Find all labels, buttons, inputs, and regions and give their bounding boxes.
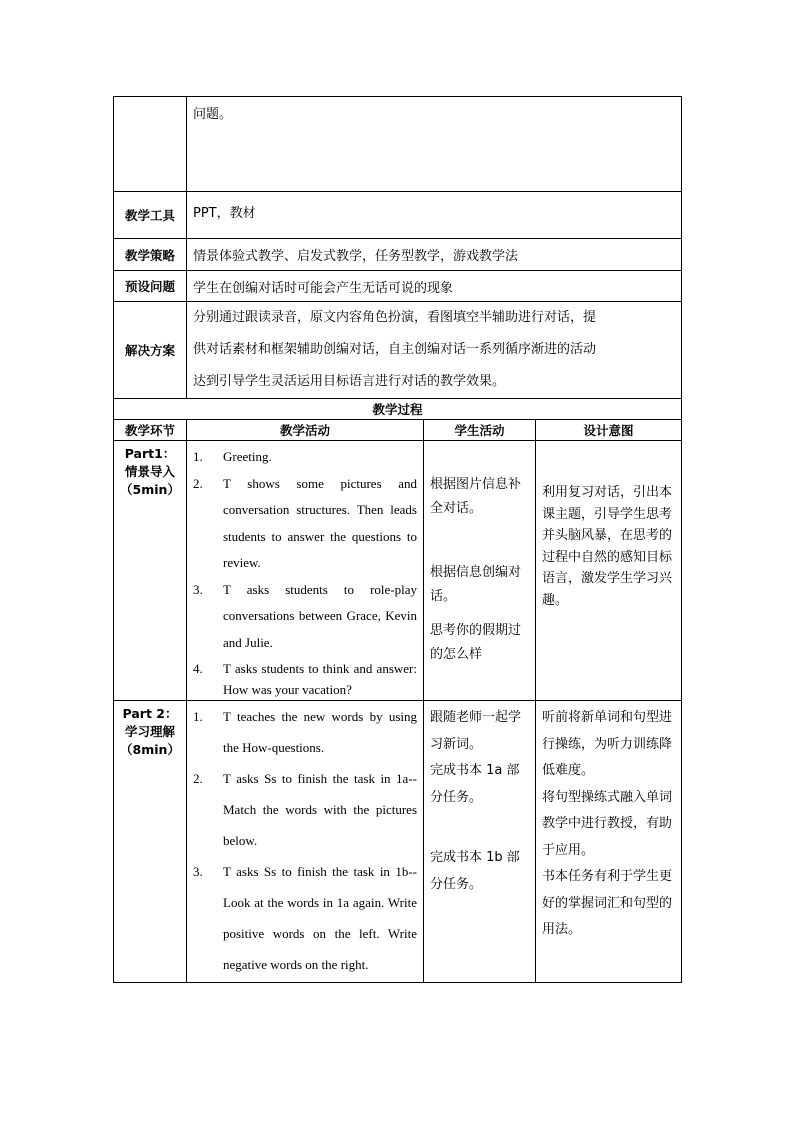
part2-label [114,701,187,983]
solution-row [114,302,682,399]
strategy-row [114,239,682,271]
part2-row [114,701,682,983]
part1-student-activities [424,441,536,701]
student-activity: 完成书本 1b 部分任务。 [430,850,520,892]
problem-label: 预设问题 [114,271,187,302]
continuation-row [114,97,682,192]
solution-line: 分别通过跟读录音，原文内容角色扮演，看图填空半辅助进行对话，提 [193,310,597,325]
design-intent: 听前将新单词和句型进行操练，为听力训练降低难度。 [542,710,673,778]
activity-item: 2. T asks Ss to finish the task in 1a--Match the words with the pictures below. [193,771,417,848]
part1-row [114,441,682,701]
continuation-label-cell [114,97,187,192]
header-stage: 教学环节 [114,420,187,441]
student-activity: 根据图片信息补全对话。 [430,477,522,516]
design-intent: 书本任务有利于学生更好的掌握词汇和句型的用法。 [542,869,673,937]
part2-activities [187,701,424,983]
process-title-row [114,399,682,420]
activity-item: 1. Greeting. [193,449,272,464]
strategy-label: 教学策略 [114,239,187,271]
student-activity: 根据信息创编对话。 [430,565,522,604]
solution-label: 解决方案 [114,302,187,399]
solution-value [187,302,682,399]
design-intent: 利用复习对话，引出本课主题，引导学生思考并头脑风暴，在思考的过程中自然的感知目标语言，激发学生学习兴趣。 [542,485,673,608]
tools-value: PPT，教材 [187,192,682,239]
part2-student-activities [424,701,536,983]
student-activity: 跟随老师一起学习新词。 [430,710,522,752]
part1-label [114,441,187,701]
solution-line: 供对话素材和框架辅助创编对话，自主创编对话一系列循序渐进的活动 [193,342,597,357]
activity-item: 2. T shows some pictures and conversation structures. Then leads students to answer the questions to review. [193,475,417,570]
activity-item: 3. T asks Ss to finish the task in 1b--Look at the words in 1a again. Write positive words on the left. Write negative words on the right. [193,864,417,972]
part1-label-line: （5min） [120,482,180,497]
tools-row [114,192,682,239]
problem-value: 学生在创编对话时可能会产生无话可说的现象 [187,271,682,302]
continuation-text: 问题。 [187,97,682,192]
part2-label-line: 学习理解 [124,724,175,739]
process-title: 教学过程 [114,399,682,420]
activity-item: 1. T teaches the new words by using the How-questions. [193,709,417,755]
part1-label-line: Part1： [124,446,176,461]
header-teacher-activity: 教学活动 [187,420,424,441]
part2-label-line: （8min） [120,742,180,757]
part2-design-intent [536,701,682,983]
part2-label-line: Part 2： [122,706,178,721]
part1-label-line: 情景导入 [124,464,175,479]
solution-line: 达到引导学生灵活运用目标语言进行对话的教学效果。 [193,374,506,389]
design-intent: 将句型操练式融入单词教学中进行教授，有助于应用。 [542,789,673,858]
tools-label: 教学工具 [114,192,187,239]
header-student-activity: 学生活动 [424,420,536,441]
student-activity: 思考你的假期过的怎么样 [430,623,522,662]
process-header-row [114,420,682,441]
activity-item: 3. T asks students to role-play conversations between Grace, Kevin and Julie. [193,581,417,650]
part1-design-intent [536,441,682,701]
problem-row [114,271,682,302]
lesson-plan-table [113,96,682,983]
strategy-value: 情景体验式教学、启发式教学，任务型教学，游戏教学法 [187,239,682,271]
header-design-intent: 设计意图 [536,420,682,441]
student-activity: 完成书本 1a 部分任务。 [430,763,520,805]
activity-item: 4. T asks students to think and answer: How was your vacation? [193,661,417,697]
part1-activities [187,441,424,701]
